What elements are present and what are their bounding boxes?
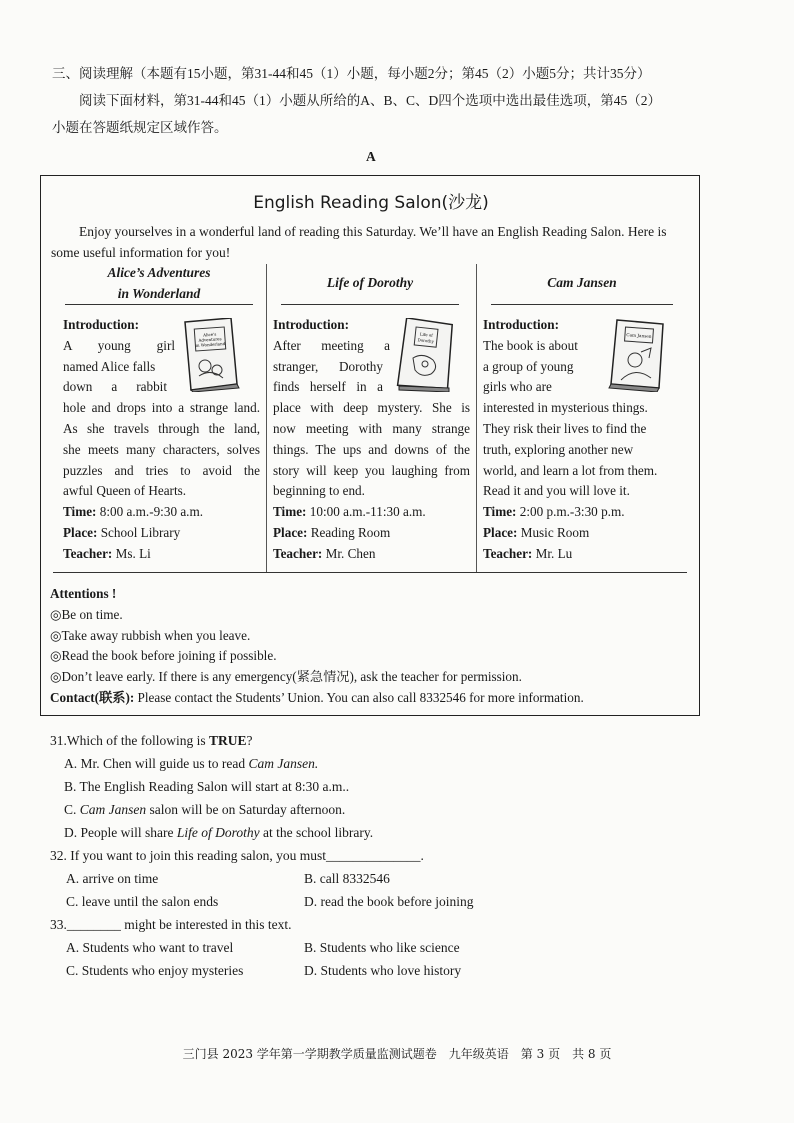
q32-option-d: D. read the book before joining xyxy=(304,894,474,909)
columns-bottom-rule xyxy=(53,572,687,573)
q32-option-a: A. arrive on time xyxy=(66,871,159,886)
svg-text:Life of: Life of xyxy=(419,331,434,338)
contact-line: Contact(联系): Please contact the Students’ Union. You can also call 8332546 for more information. xyxy=(50,689,584,705)
question-32: 32. If you want to join this reading salon, you must______________. xyxy=(50,848,424,863)
book-cover-alice-icon xyxy=(177,318,241,392)
salon-intro-line1: Enjoy yourselves in a wonderful land of reading this Saturday. We’ll have an English Reading Salon. Here is xyxy=(79,224,667,239)
q32-option-b: B. call 8332546 xyxy=(304,871,390,886)
title-underline xyxy=(65,304,253,305)
attention-item: ◎Be on time. xyxy=(50,606,123,622)
q31-option-c: C. Cam Jansen salon will be on Saturday afternoon. xyxy=(64,802,346,817)
attentions-section xyxy=(50,584,695,709)
question-33: 33.________ might be interested in this text. xyxy=(50,917,292,932)
book-title-alice: Alice’s Adventures in Wonderland xyxy=(107,265,211,301)
column-divider xyxy=(476,264,477,572)
salon-poster xyxy=(40,175,700,716)
q31-option-d: D. People will share Life of Dorothy at the school library. xyxy=(64,825,374,840)
svg-text:Adventures: Adventures xyxy=(198,336,222,343)
q33-option-c: C. Students who enjoy mysteries xyxy=(66,963,244,978)
svg-text:Dorothy: Dorothy xyxy=(417,337,435,344)
svg-text:Cam Jansen: Cam Jansen xyxy=(626,332,652,339)
title-underline xyxy=(491,304,673,305)
instruction-line-1: 阅读下面材料，第31-44和45（1）小题从所给的A、B、C、D四个选项中选出最佳选项，第45（2） xyxy=(79,93,662,108)
salon-title: English Reading Salon(沙龙) xyxy=(253,193,489,213)
book-title-dorothy: Life of Dorothy xyxy=(326,275,414,290)
book-info-cam: Introduction: The book is about a group of young girls who are interested in mysterious things. They risk their lives to find the truth, exploring another new world, and learn a lot from them. Read it and you will love it. Time: 2:00 p.m.-3:30 p.m. Place: Music Room Teacher: Mr. Lu xyxy=(483,317,658,561)
book-cover-cam-icon xyxy=(605,318,669,392)
attention-item: ◎Take away rubbish when you leave. xyxy=(50,627,251,643)
salon-intro xyxy=(51,222,693,264)
section-heading: 三、阅读理解（本题有15小题，第31-44和45（1）小题，每小题2分；第45（2）小题5分；共计35分） xyxy=(52,66,651,81)
column-divider xyxy=(266,264,267,572)
q33-option-d: D. Students who love history xyxy=(304,963,462,978)
book-title-cam: Cam Jansen xyxy=(547,275,617,290)
attentions-title: Attentions ! xyxy=(50,586,117,601)
svg-text:Alice's: Alice's xyxy=(202,331,217,338)
q31-option-b: B. The English Reading Salon will start at 8:30 a.m.. xyxy=(64,779,350,794)
book-info-alice: Introduction: A young girl named Alice falls down a rabbit hole and drops into a strange land. As she travels through the land, she meets many characters, solves puzzles and tries to avoid the awful Queen of Hearts. Time: 8:00 a.m.-9:30 a.m. Place: School Library Teacher: Ms. Li xyxy=(63,317,260,561)
question-31: 31.Which of the following is TRUE? xyxy=(50,733,253,748)
book-info-dorothy: Introduction: After meeting a stranger, Dorothy finds herself in a place with deep mystery. She is now meeting with many strange things. The ups and downs of the story will keep you laughing from beginning to end. Time: 10:00 a.m.-11:30 a.m. Place: Reading Room Teacher: Mr. Chen xyxy=(273,317,470,561)
attention-item: ◎Read the book before joining if possible. xyxy=(50,648,277,664)
instruction-line-2: 小题在答题纸规定区域作答。 xyxy=(52,120,228,135)
book-cover-dorothy-icon xyxy=(393,318,457,392)
q33-option-b: B. Students who like science xyxy=(304,940,460,955)
title-underline xyxy=(281,304,459,305)
page-footer: 三门县 2023 学年第一学期教学质量监测试题卷 九年级英语 第 3 页 共 8 页 xyxy=(182,1047,612,1061)
attention-item: ◎Don’t leave early. If there is any emergency(紧急情况), ask the teacher for permission. xyxy=(50,669,522,685)
salon-intro-line2: some useful information for you! xyxy=(51,244,231,260)
q31-option-a: A. Mr. Chen will guide us to read Cam Jansen. xyxy=(64,756,319,771)
q33-option-a: A. Students who want to travel xyxy=(66,940,234,955)
svg-text:in Wonderland: in Wonderland xyxy=(195,340,226,349)
passage-label: A xyxy=(366,149,376,164)
q32-option-c: C. leave until the salon ends xyxy=(66,894,219,909)
